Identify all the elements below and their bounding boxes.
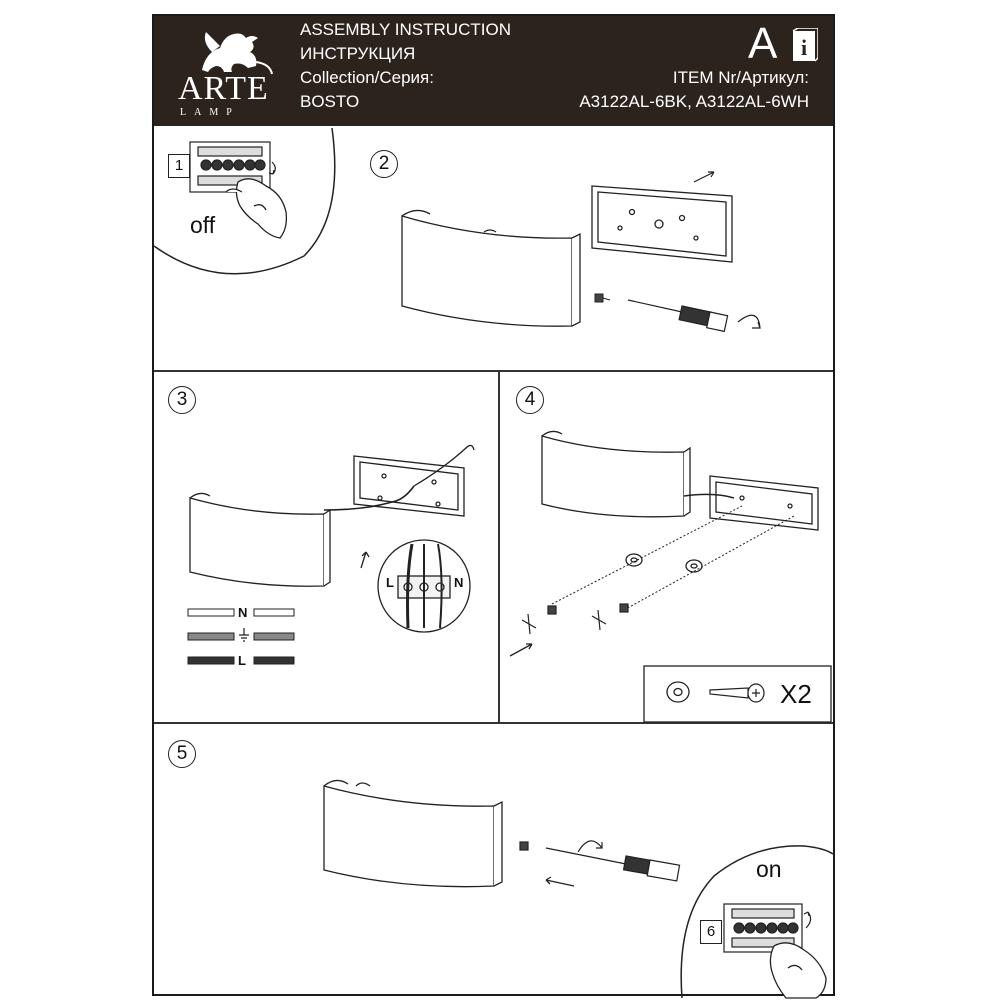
item-numbers: A3122AL-6BK, A3122AL-6WH [579,92,809,111]
hand-step1 [226,179,286,238]
illustration-layer [154,16,833,998]
label-on: on [756,856,782,882]
item-label: ITEM Nr/Артикул: [672,68,809,87]
step-1-badge: 1 [168,154,190,178]
mounting-plate-step4 [710,476,818,530]
screw-step2 [595,294,610,302]
step-5-badge: 5 [168,740,196,768]
wire-n-label: N [238,605,248,620]
arrow-step5 [546,877,574,886]
terminal-block-step6 [724,904,811,952]
step-3-badge: 3 [168,386,196,414]
quantity-label: X2 [780,679,812,709]
instruction-sheet [152,14,835,996]
lamp-body-step4 [542,431,690,516]
wire-l-label: L [238,653,246,668]
brand-subtitle: LAMP [180,107,240,118]
title-russian: ИНСТРУКЦИЯ [300,44,416,63]
step-2-badge: 2 [370,150,398,178]
step-6-badge: 6 [700,920,722,944]
parts-box-washer [667,682,689,702]
washer-step4 [626,554,702,572]
collection-label: Collection/Серия: [300,68,434,87]
step-4-badge: 4 [516,386,544,414]
lamp-body-step3 [190,493,330,586]
ground-icon [238,628,250,642]
title-english: ASSEMBLY INSTRUCTION [300,20,511,39]
arrow-step4 [510,644,532,656]
lamp-body-step2 [402,210,580,326]
label-off: off [190,212,216,238]
info-glyph: i [800,35,808,60]
screwdriver-step2 [628,300,728,331]
collection-name: BOSTO [300,92,360,111]
screws-and-plugs-step4 [522,604,628,634]
lamp-body-step5 [324,780,502,886]
rotate-arrow-step5 [578,841,602,852]
document-letter: A [748,19,778,68]
zoom-l-label: L [386,575,394,590]
rotate-arrow-step2 [738,315,760,328]
zoom-n-label: N [454,575,464,590]
brand-name: ARTE [178,70,269,107]
mounting-plate-step2 [592,186,732,262]
arrow-step3 [361,552,369,568]
hand-step6 [770,943,826,998]
arrow-step2-plate [694,172,714,182]
